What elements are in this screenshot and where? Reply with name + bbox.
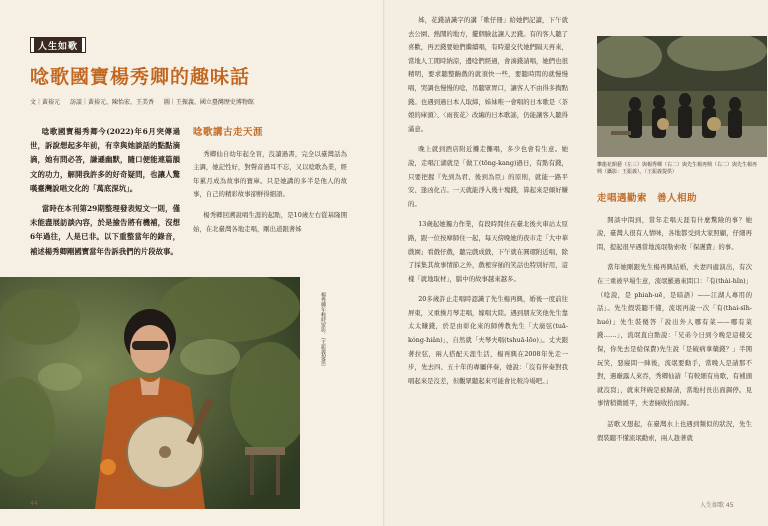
body-paragraph: 20多歲許止走唱時認識了先生楊再興，婚後一度前往屏東，又重操月琴走唱，嫁唱大陸。遇到朋友笑他先生靠太太賺錢，於是由彰化來的師傅教先生「大廣弦(tuā-kóng-hiân)」，自然就「夫琴夫唱(tshuā-lōo)」。丈夫跟著拉弦，兩人搭配天涯生活，楊再興在2008年先走一步，先去四、五十年的專屬伴奏，她說：「沒有伴奏對我唱起來是沒差，但觀眾聽起來可能會比較冷場吧。」 bbox=[408, 295, 568, 385]
body-paragraph: 楊秀卿回溯說唱生涯的起點，是10歲左右從基隆開始，在北臺灣各地走唱，剛出道跟著姊 bbox=[193, 210, 347, 233]
section-tag-label: 人生如歌 bbox=[34, 38, 82, 53]
body-paragraph: 13歲起她獨力作業，有段時間住在臺北後火車站太原路，跟一位按摩師住一起，每天傍晚她的夜市走「大中華戲園」看戲仔戲，聽完戲成戲，下午就在圓環附近唱，除了採集其故事情節之外，戲裡穿插的笑話也特別好用，這樣「就地取材」，腦中的故事越來越多。 bbox=[408, 220, 568, 283]
body-paragraph: 姊，花錢請識字的講「歌仔冊」給她們記讀，下午就去公園、熱鬧的地方，擺個臉盆讓人丟錢。有的客人聽了喜歡，再丟錢要她們繼續唱，有時還交代她們隔天再來，當地人工閒時納涼，邊唸們經過，會湊錢請唱，她們也很精明，要求聽整齣戲的就須快一些，要聽時間的就慢慢唱，哭調也慢慢的唸，吊聽眾胃口，讓客人不由得多掏點錢。也遇到過日本人取締，姊妹唯一會唱的日本歌是〈茶娘的庫頭〉、〈雨夜花〉改編的日本歌謠，仍能讓客人聽得滿意。 bbox=[408, 16, 568, 133]
page-number-left: 44 bbox=[30, 500, 38, 507]
column-right bbox=[408, 14, 568, 395]
column-right-right bbox=[597, 192, 752, 452]
credit-interview: 訪談｜黃裕元、陳怡宏、王美香 bbox=[69, 99, 154, 106]
photo-musicians-group bbox=[597, 36, 767, 157]
article-intro bbox=[30, 125, 180, 265]
body-paragraph: 話歌又想起，在臺灣水上也遇到類似的狀況，先生假裝聽不懂流氓勸索，兩人趁著就 bbox=[597, 419, 752, 442]
credit-writer: 文｜黃裕元 bbox=[30, 99, 61, 106]
credit-image: 圖｜王振義、國立臺灣歷史博物館 bbox=[163, 99, 254, 106]
column-left-middle bbox=[193, 126, 347, 243]
article-credits bbox=[30, 97, 262, 106]
page-gutter bbox=[383, 0, 385, 526]
section-tag bbox=[30, 37, 86, 53]
musicians-photo-illustration bbox=[597, 36, 767, 157]
article-title: 唸歌國寶楊秀卿的趣味話 bbox=[30, 66, 251, 88]
body-paragraph: 開談中問到，當年走唱天涯有什麼驚險的事？她說，臺灣人很有人情味，各地都受到大家照顧，仔細再問，提起很早遇當地流氓勒索收「保護費」的事。 bbox=[597, 215, 752, 251]
singer-photo-illustration bbox=[0, 277, 300, 509]
photo-singer-with-lute bbox=[0, 277, 300, 509]
right-photo-caption: 攀龍花館藝（左三）與楊秀卿（右二）與先生楊再興（右二）與先生楊再興（攝影：王振義）。（王振義提供） bbox=[597, 162, 758, 175]
body-paragraph: 當年她剛跟先生楊再興結婚，夫妻四處演出，有次在三重被早場生意，流氓羅過來問口：「有(thài-hǐn)」（唸說，是 phiah-uē，是暗語）——江湖人專用的話」。先生假裝聽不懂，流氓再說一次「有(thai-sīh-hué)」先生裝傻答「說出外人哪有菜——哪有菜錢……」，流氓直白點說：「兄弟今日到今晚是這樣交保，你先去是給保費)先生說「是破病拿藥錢？」半開玩笑，惡寢問一陣後，流氓要動手，當晚人是請那不對，遇巔露人來吞，秀卿仙請「有較細有鳥歌，有補頭就沒寫」，就來拜碗是被歸請，當地村長出面調停。見事情稍微緩平，夫妻倆收拾而歸。 bbox=[597, 263, 752, 408]
body-paragraph: 晚上就到酒店附近攤走攤唱，多少也會有生意。她說，走唱江湖就是「做工(tōng-kang)過日，有點有錢，只要把握『先到為君、後到為臣』的原則，就能一路平安、逢凶化吉。一天就能淨入幾十塊錢，算起來是頗好賺的。 bbox=[408, 145, 568, 208]
intro-paragraph: 當時在本刊第29期整理發表短文一則，僅未能盡展訪談內容，於是撿告將有機補，沒想6年過往，人是已非。以下重整當年的錄音，補述楊秀卿剛國寶當年告訴我們的片段故事。 bbox=[30, 204, 180, 256]
subhead-travel: 唸歌講古走天涯 bbox=[193, 127, 264, 138]
body-paragraph: 秀卿仙自幼年起全盲，沒讀過書，完全以臺灣話為主調，她記性好，對聲音過耳不忘，又以唸歌為業，經年累月成為故事的寶庫。只是她講的多半是他人的故事，自己的精彩故事卻鮮得細語。 bbox=[193, 149, 347, 199]
main-photo-caption: 楊秀卿年輕時留影。（王振義提供） bbox=[320, 292, 326, 370]
subhead-extortion: 走唱遇勤索 善人相助 bbox=[597, 193, 698, 204]
intro-paragraph: 唸歌國寶楊秀卿今(2022)年6月突傳過世，訴說想起多年前，有幸與她談話的點點滴滴，她有問必答，謙遜幽默，隨口便能連篇韻文的功力，解開我許多的好奇疑問，也讓人驚嘆臺灣說唱文化的「萬底深坑」。 bbox=[30, 127, 180, 193]
page-number-right: 人生如歌 45 bbox=[700, 502, 734, 509]
